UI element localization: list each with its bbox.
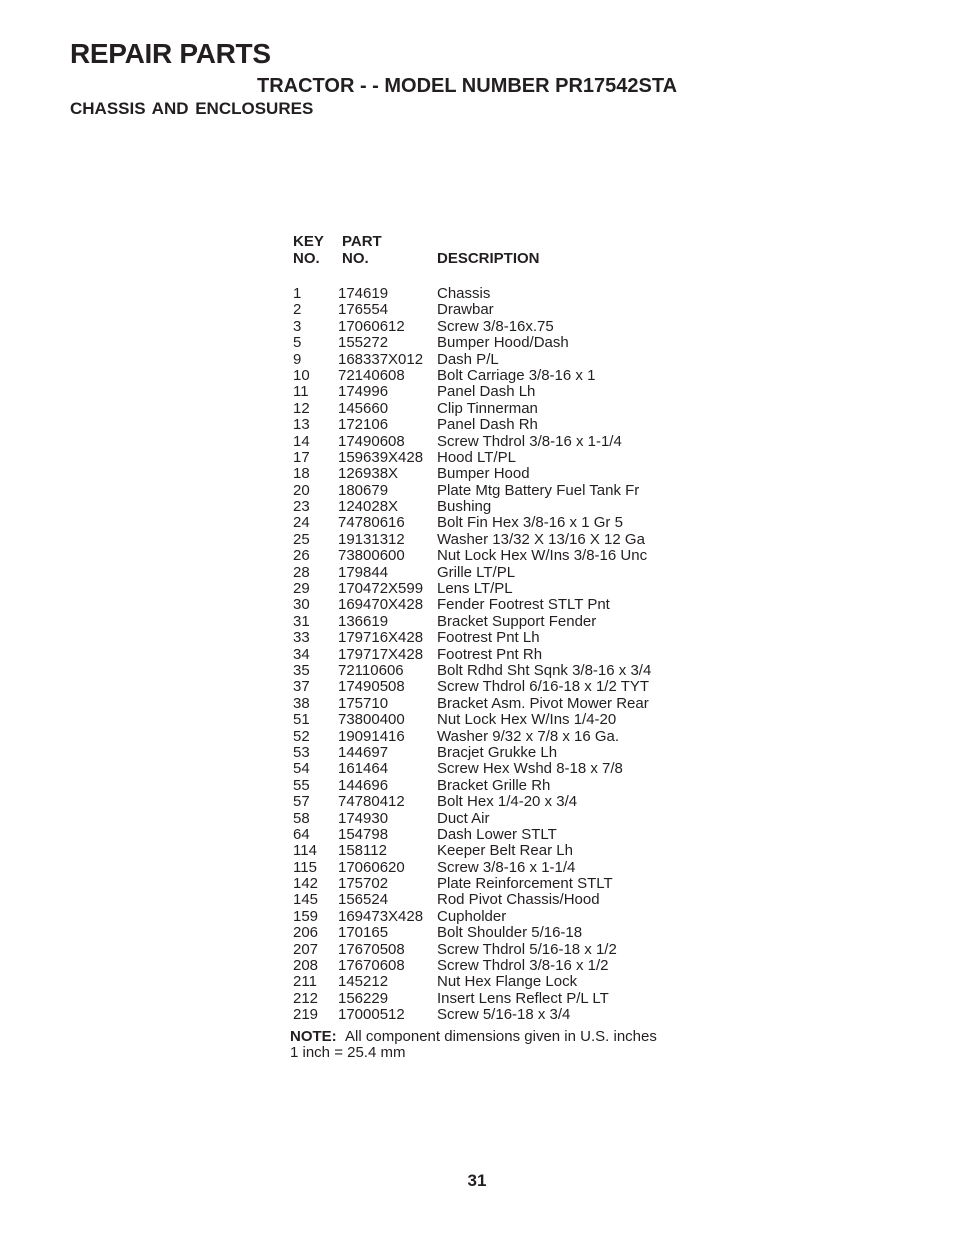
part-no-cell: 174930 (338, 809, 389, 827)
description-cell: Bolt Rdhd Sht Sqnk 3/8-16 x 3/4 (437, 661, 652, 679)
part-no-cell: 180679 (338, 481, 389, 499)
description-cell: Hood LT/PL (437, 448, 516, 466)
description-cell: Plate Mtg Battery Fuel Tank Fr (437, 481, 640, 499)
description-cell: Fender Footrest STLT Pnt (437, 596, 610, 614)
part-no-cell: 169473X428 (338, 907, 424, 925)
description-cell: Dash Lower STLT (437, 825, 557, 843)
table-row (290, 286, 690, 302)
table-row (290, 778, 690, 794)
key-no-cell: 38 (293, 694, 310, 712)
table-row (290, 1007, 690, 1023)
key-no-cell: 29 (293, 580, 310, 598)
part-no-cell: 179844 (338, 563, 389, 581)
table-row (290, 942, 690, 958)
part-no-cell: 17060620 (338, 858, 405, 876)
part-no-cell: 17670608 (338, 957, 405, 975)
description-cell: Bracket Grille Rh (437, 776, 551, 794)
key-no-cell: 142 (293, 875, 319, 893)
part-no-cell: 72140608 (338, 366, 405, 384)
part-no-cell: 19091416 (338, 727, 405, 745)
part-no-cell: 158112 (338, 842, 387, 860)
part-no-cell: 144697 (338, 743, 389, 761)
key-no-cell: 2 (293, 301, 302, 319)
table-row (290, 319, 690, 335)
key-no-cell: 51 (293, 711, 310, 729)
description-cell: Screw Thdrol 3/8-16 x 1/2 (437, 957, 609, 975)
key-no-cell: 33 (293, 629, 310, 647)
table-row (290, 827, 690, 843)
model-subtitle: TRACTOR - - MODEL NUMBER PR17542STA (257, 75, 678, 97)
table-row (290, 712, 690, 728)
table-row (290, 532, 690, 548)
key-header-line2: NO. (293, 250, 320, 267)
parts-rows (290, 286, 690, 1024)
description-cell: Plate Reinforcement STLT (437, 875, 613, 893)
key-no-cell: 17 (293, 448, 310, 466)
key-no-cell: 26 (293, 547, 310, 565)
key-no-cell: 30 (293, 596, 310, 614)
table-row (290, 745, 690, 761)
description-cell: Rod Pivot Chassis/Hood (437, 891, 600, 909)
part-no-cell: 174619 (338, 285, 389, 302)
table-row (290, 892, 690, 908)
key-no-cell: 52 (293, 727, 310, 745)
table-row (290, 384, 690, 400)
description-cell: Screw Thdrol 5/16-18 x 1/2 (437, 940, 617, 958)
part-no-cell: 17490508 (338, 678, 405, 696)
description-cell: Bracket Asm. Pivot Mower Rear (437, 694, 649, 712)
description-cell: Chassis (437, 285, 491, 302)
part-no-cell: 161464 (338, 760, 389, 778)
dimension-note (290, 1029, 657, 1061)
part-no-cell: 72110606 (338, 661, 404, 679)
key-no-cell: 37 (293, 678, 310, 696)
note-conversion: 1 inch = 25.4 mm (290, 1044, 406, 1061)
table-row (290, 597, 690, 613)
key-no-cell: 64 (293, 825, 310, 843)
part-no-cell: 170472X599 (338, 580, 424, 598)
key-no-cell: 114 (293, 842, 317, 860)
table-row (290, 860, 690, 876)
description-cell: Drawbar (437, 301, 494, 319)
table-row (290, 696, 690, 712)
description-cell: Bracket Support Fender (437, 612, 597, 630)
description-cell: Bolt Fin Hex 3/8-16 x 1 Gr 5 (437, 514, 623, 532)
key-no-cell: 23 (293, 498, 310, 516)
part-no-cell: 17000512 (338, 1006, 405, 1024)
description-cell: Panel Dash Lh (437, 383, 536, 401)
part-no-cell: 156524 (338, 891, 389, 909)
part-no-cell: 126938X (338, 465, 399, 483)
table-row (290, 565, 690, 581)
description-cell: Clip Tinnerman (437, 399, 538, 417)
key-no-cell: 57 (293, 793, 310, 811)
key-no-cell: 11 (293, 383, 309, 401)
key-no-cell: 12 (293, 399, 310, 417)
part-no-cell: 74780616 (338, 514, 405, 532)
key-no-cell: 25 (293, 530, 310, 548)
table-row (290, 499, 690, 515)
key-no-cell: 3 (293, 317, 302, 335)
table-row (290, 729, 690, 745)
table-row (290, 991, 690, 1007)
key-no-cell: 9 (293, 350, 302, 368)
part-no-cell: 175702 (338, 875, 389, 893)
description-cell: Bracjet Grukke Lh (437, 743, 558, 761)
key-no-cell: 10 (293, 366, 310, 384)
part-no-cell: 124028X (338, 498, 399, 516)
part-header-line2: NO. (342, 250, 369, 267)
key-no-cell: 1 (293, 285, 302, 302)
table-row (290, 761, 690, 777)
key-no-cell: 211 (293, 973, 317, 991)
description-cell: Keeper Belt Rear Lh (437, 842, 573, 860)
table-row (290, 630, 690, 646)
part-no-cell: 73800400 (338, 711, 405, 729)
table-row (290, 663, 690, 679)
table-row (290, 352, 690, 368)
description-cell: Nut Lock Hex W/Ins 1/4-20 (437, 711, 617, 729)
description-cell: Insert Lens Reflect P/L LT (437, 989, 609, 1007)
part-no-cell: 169470X428 (338, 596, 424, 614)
description-cell: Screw Hex Wshd 8-18 x 7/8 (437, 760, 623, 778)
key-no-cell: 159 (293, 907, 319, 925)
note-label: NOTE: (290, 1028, 337, 1045)
description-cell: Grille LT/PL (437, 563, 516, 581)
note-line (290, 1029, 657, 1045)
part-no-cell: 176554 (338, 301, 389, 319)
part-no-cell: 136619 (338, 612, 389, 630)
key-header-line1: KEY (293, 233, 324, 250)
part-no-cell: 73800600 (338, 547, 405, 565)
table-row (290, 417, 690, 433)
key-no-cell: 13 (293, 416, 310, 434)
table-row (290, 434, 690, 450)
table-row (290, 925, 690, 941)
description-cell: Bumper Hood (437, 465, 530, 483)
key-no-cell: 14 (293, 432, 310, 450)
part-no-cell: 17670508 (338, 940, 405, 958)
part-no-cell: 170165 (338, 924, 389, 942)
table-row (290, 843, 690, 859)
part-no-cell: 174996 (338, 383, 389, 401)
part-no-cell: 17490608 (338, 432, 405, 450)
description-cell: Panel Dash Rh (437, 416, 538, 434)
table-row (290, 515, 690, 531)
description-cell: Nut Hex Flange Lock (437, 973, 578, 991)
description-cell: Bumper Hood/Dash (437, 334, 569, 352)
key-no-cell: 219 (293, 1006, 319, 1024)
key-no-cell: 5 (293, 334, 302, 352)
part-no-cell: 156229 (338, 989, 389, 1007)
part-no-cell: 154798 (338, 825, 389, 843)
key-no-cell: 115 (293, 858, 317, 876)
table-row (290, 974, 690, 990)
key-no-cell: 58 (293, 809, 310, 827)
key-no-cell: 208 (293, 957, 319, 975)
table-row (290, 302, 690, 318)
table-row (290, 909, 690, 925)
key-no-cell: 55 (293, 776, 310, 794)
key-no-cell: 18 (293, 465, 310, 483)
key-no-cell: 145 (293, 891, 319, 909)
part-no-cell: 168337X012 (338, 350, 424, 368)
part-header-line1: PART (342, 233, 382, 250)
description-cell: Bolt Hex 1/4-20 x 3/4 (437, 793, 578, 811)
table-row (290, 368, 690, 384)
description-cell: Washer 9/32 x 7/8 x 16 Ga. (437, 727, 620, 745)
part-no-cell: 172106 (338, 416, 389, 434)
key-no-cell: 212 (293, 989, 319, 1007)
part-no-cell: 74780412 (338, 793, 405, 811)
description-cell: Footrest Pnt Rh (437, 645, 543, 663)
table-row (290, 483, 690, 499)
description-cell: Bolt Shoulder 5/16-18 (437, 924, 583, 942)
table-row (290, 647, 690, 663)
description-cell: Footrest Pnt Lh (437, 629, 540, 647)
table-row (290, 466, 690, 482)
part-no-cell: 179717X428 (338, 645, 424, 663)
table-row (290, 614, 690, 630)
description-cell: Lens LT/PL (437, 580, 513, 598)
key-no-cell: 31 (293, 612, 310, 630)
key-no-cell: 53 (293, 743, 310, 761)
table-row (290, 794, 690, 810)
part-no-cell: 159639X428 (338, 448, 424, 466)
table-row (290, 548, 690, 564)
key-no-cell: 207 (293, 940, 319, 958)
description-cell: Cupholder (437, 907, 507, 925)
description-cell: Screw 3/8-16x.75 (437, 317, 554, 335)
part-no-cell: 144696 (338, 776, 389, 794)
table-row (290, 581, 690, 597)
table-row (290, 811, 690, 827)
table-row (290, 958, 690, 974)
note-text: All component dimensions given in U.S. inches (345, 1028, 657, 1045)
part-no-cell: 17060612 (338, 317, 405, 335)
key-no-cell: 34 (293, 645, 310, 663)
part-no-cell: 155272 (338, 334, 389, 352)
part-no-cell: 145212 (338, 973, 389, 991)
description-cell: Dash P/L (437, 350, 499, 368)
description-cell: Washer 13/32 X 13/16 X 12 Ga (437, 530, 645, 548)
page-title: REPAIR PARTS (70, 38, 271, 69)
key-no-cell: 24 (293, 514, 310, 532)
part-no-cell: 179716X428 (338, 629, 424, 647)
key-no-cell: 35 (293, 661, 310, 679)
description-cell: Screw 3/8-16 x 1-1/4 (437, 858, 576, 876)
section-heading: CHASSIS AND ENCLOSURES (70, 99, 314, 118)
description-cell: Nut Lock Hex W/Ins 3/8-16 Unc (437, 547, 648, 565)
description-cell: Screw Thdrol 3/8-16 x 1-1/4 (437, 432, 622, 450)
description-cell: Screw 5/16-18 x 3/4 (437, 1006, 571, 1024)
description-cell: Bushing (437, 498, 492, 516)
description-cell: Screw Thdrol 6/16-18 x 1/2 TYT (437, 678, 650, 696)
page-number: 31 (467, 1171, 487, 1190)
key-no-cell: 54 (293, 760, 310, 778)
part-no-cell: 19131312 (338, 530, 405, 548)
key-no-cell: 28 (293, 563, 310, 581)
description-header: DESCRIPTION (437, 250, 540, 267)
description-cell: Duct Air (437, 809, 490, 827)
table-row (290, 450, 690, 466)
description-cell: Bolt Carriage 3/8-16 x 1 (437, 366, 596, 384)
table-row (290, 335, 690, 351)
part-no-cell: 145660 (338, 399, 389, 417)
table-row (290, 679, 690, 695)
key-no-cell: 20 (293, 481, 310, 499)
key-no-cell: 206 (293, 924, 319, 942)
part-no-cell: 175710 (338, 694, 389, 712)
table-row (290, 401, 690, 417)
table-row (290, 876, 690, 892)
